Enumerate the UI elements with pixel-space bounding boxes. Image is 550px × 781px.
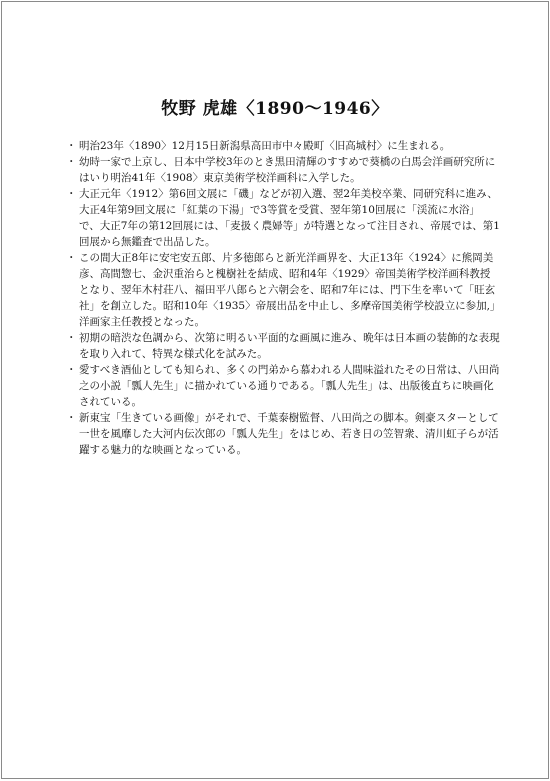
list-item: ・ 明治23年〈1890〉12月15日新潟県高田市中々殿町〈旧高城村〉に生まれる。 — [70, 138, 500, 154]
biography-list — [70, 138, 500, 458]
list-item: ・ 愛すべき酒仙としても知られ、多くの門弟から慕われる人間味溢れたその日常は、八田尚之の小説「瓢人先生」に描かれている通りである。「瓢人先生」は、出版後直ちに映画化されている。 — [70, 362, 500, 410]
list-item: ・ 初期の暗渋な色調から、次第に明るい平面的な画風に進み、晩年は日本画の装飾的な表現を取り入れて、特異な様式化を試みた。 — [70, 330, 500, 362]
document-page — [1, 1, 549, 779]
list-item: ・ 大正元年〈1912〉第6回文展に「磯」などが初入選、翌2年美校卒業、同研究科に進み、大正4年第9回文展に「紅葉の下湯」で3等賞を受賞、翌年第10回展に「渓流に水浴」で、大正7年の第12回展には、「麦扱く農婦等」が特選となって注目され、帝展では、第1回展から無鑑査で出品した。 — [70, 186, 500, 250]
list-item: ・ この間大正8年に安宅安五郎、片多徳郎らと新光洋画界を、大正13年〈1924〉に熊岡美彦、高間惣七、金沢重治らと槐樹社を結成、昭和4年〈1929〉帝国美術学校洋画科教授となり、翌年木村荘八、福田平八郎らと六朝会を、昭和7年には、門下生を率いて「旺玄社」を創立した。昭和10年〈1935〉帝展出品を中止し、多摩帝国美術学校設立に参加,」洋画家主任教授となった。 — [70, 250, 500, 330]
page-title: 牧野 虎雄〈1890〜1946〉 — [161, 99, 389, 119]
list-item: ・ 幼時一家で上京し、日本中学校3年のとき黒田清輝のすすめで葵橋の白馬会洋画研究所にはいり明治41年〈1908〉東京美術学校洋画科に入学した。 — [70, 154, 500, 186]
list-item: ・ 新東宝「生きている画像」がそれで、千葉泰樹監督、八田尚之の脚本。剣豪スターとして一世を風靡した大河内伝次郎の「瓢人先生」をはじめ、若き日の笠智衆、清川虹子らが活躍する魅力的な映画となっている。 — [70, 410, 500, 458]
